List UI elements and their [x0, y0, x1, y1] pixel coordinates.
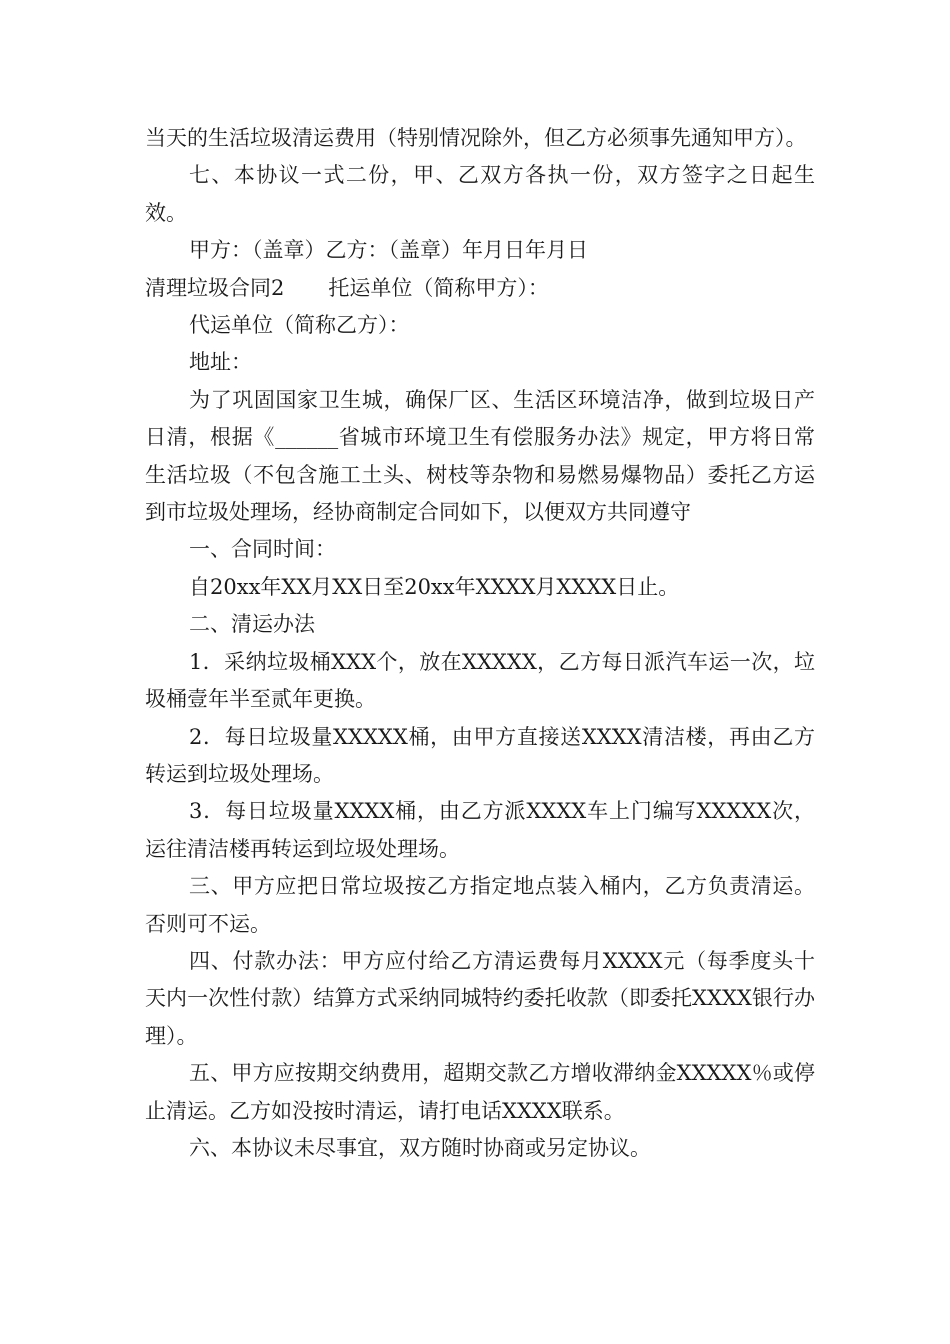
contract-heading-line	[145, 270, 815, 307]
signature-line: 甲方：（盖章）乙方：（盖章）年月日年月日	[189, 238, 588, 263]
paragraph-clause-7: 七、本协议一式二份，甲、乙双方各执一份，双方签字之日起生效。	[145, 163, 815, 225]
section-6: 六、本协议未尽事宜，双方随时协商或另定协议。	[189, 1135, 651, 1160]
section-5-late-fee: 五、甲方应按期交纳费用，超期交款乙方增收滞纳金XXXXX％或停止清运。乙方如没按时清运，请打电话XXXX联系。	[145, 1061, 815, 1123]
section-2-heading: 二、清运办法	[189, 612, 315, 637]
section-1-period: 自20xx年XX月XX日至20xx年XXXX月XXXX日止。	[189, 574, 680, 599]
party-b-label: 代运单位（简称乙方）：	[189, 313, 410, 338]
paragraph-preamble: 为了巩固国家卫生城，确保厂区、生活区环境洁净，做到垃圾日产日清，根据《______省城市环境卫生有偿服务办法》规定，甲方将日常生活垃圾（不包含施工土头、树枝等杂物和易燃易爆物品）委托乙方运到市垃圾处理场，经协商制定合同如下，以便双方共同遵守	[145, 387, 815, 525]
document-body	[145, 120, 815, 1167]
section-4-payment: 四、付款办法：甲方应付给乙方清运费每月XXXX元（每季度头十天内一次性付款）结算方式采纳同城特约委托收款（即委托XXXX银行办理）。	[145, 948, 815, 1048]
section-3: 三、甲方应把日常垃圾按乙方指定地点装入桶内，乙方负责清运。否则可不运。	[145, 874, 815, 936]
section-2-item-3: 3．每日垃圾量XXXX桶，由乙方派XXXX车上门编写XXXXX次，运往清洁楼再转运到垃圾处理场。	[145, 799, 815, 861]
paragraph-fee-note: 当天的生活垃圾清运费用（特别情况除外，但乙方必须事先通知甲方）。	[145, 126, 807, 150]
contract-title: 清理垃圾合同2	[145, 275, 285, 300]
section-1-heading: 一、合同时间：	[189, 537, 336, 562]
address-label: 地址：	[189, 350, 252, 375]
party-a-label: 托运单位（简称甲方）：	[328, 275, 549, 300]
section-2-item-1: 1．采纳垃圾桶XXX个，放在XXXXX，乙方每日派汽车运一次，垃圾桶壹年半至贰年更换。	[145, 649, 815, 712]
section-2-item-2: 2．每日垃圾量XXXXX桶，由甲方直接送XXXX清洁楼，再由乙方转运到垃圾处理场。	[145, 724, 815, 786]
